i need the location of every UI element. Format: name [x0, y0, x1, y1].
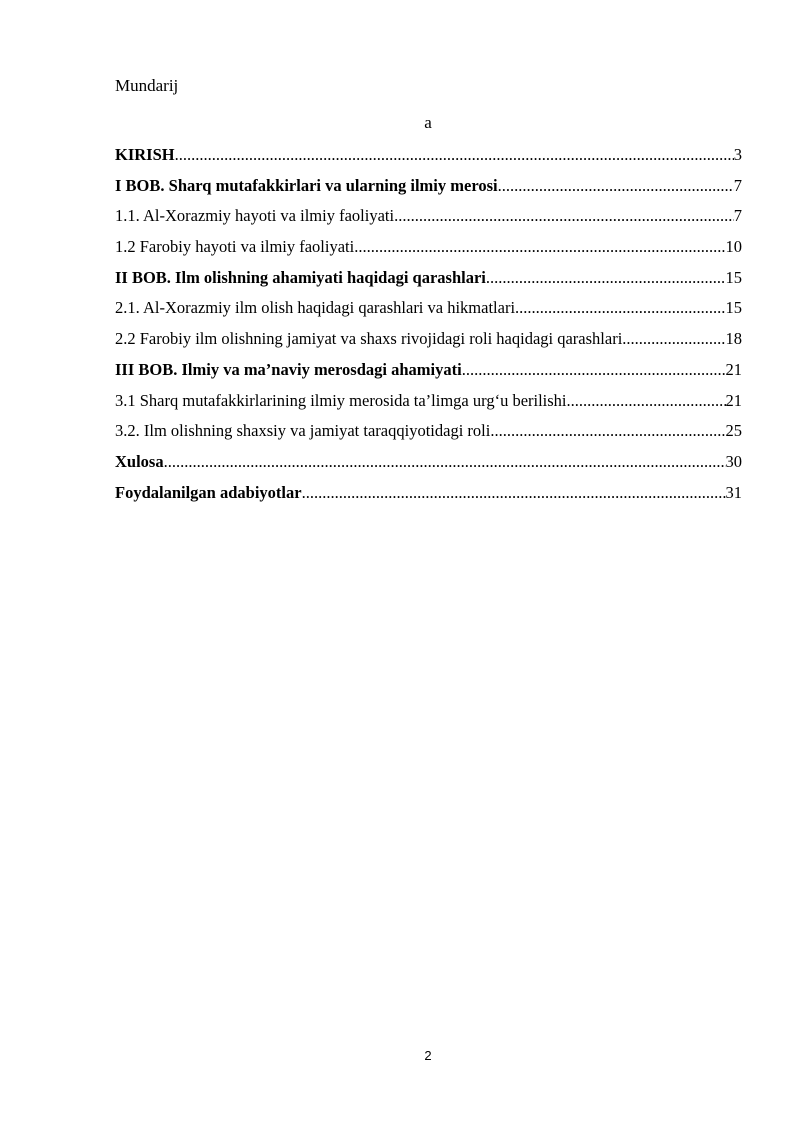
toc-entry-title: 2.2 Farobiy ilm olishning jamiyat va shaxs rivojidagi roli haqidagi qarashlari: [115, 329, 623, 349]
toc-dot-leader: [486, 266, 726, 290]
table-of-contents: [115, 143, 742, 511]
toc-entry-references[interactable]: [115, 481, 742, 512]
toc-dot-leader: [490, 419, 725, 443]
toc-entry-title: 3.1 Sharq mutafakkirlarining ilmiy merosida ta’limga urg‘u berilishi: [115, 390, 567, 410]
toc-entry-chapter-1[interactable]: [115, 174, 742, 205]
toc-entry-section-3-2[interactable]: [115, 419, 742, 450]
toc-entry-page: 21: [725, 390, 742, 410]
toc-dot-leader: [462, 358, 726, 382]
toc-entry-page: 18: [725, 329, 742, 349]
toc-entry-title: III BOB. Ilmiy va ma’naviy merosdagi ahamiyati: [115, 359, 462, 379]
page-number: 2: [424, 1048, 432, 1063]
toc-entry-section-3-1[interactable]: [115, 389, 742, 420]
toc-entry-page: 21: [725, 359, 742, 379]
toc-entry-section-2-1[interactable]: [115, 296, 742, 327]
toc-entry-page: 25: [725, 421, 742, 441]
toc-entry-page: 30: [725, 451, 742, 471]
toc-heading: Mundarij: [115, 76, 179, 95]
toc-dot-leader: [164, 450, 726, 474]
toc-dot-leader: [515, 296, 725, 320]
toc-entry-page: 15: [725, 298, 742, 318]
toc-dot-leader: [567, 389, 726, 413]
toc-entry-title: 1.1. Al-Xorazmiy hayoti va ilmiy faoliyati: [115, 206, 395, 226]
toc-entry-xulosa[interactable]: [115, 450, 742, 481]
toc-heading-continuation: a: [424, 113, 432, 132]
toc-dot-leader: [354, 235, 725, 259]
toc-dot-leader: [175, 143, 734, 167]
toc-entry-title: II BOB. Ilm olishning ahamiyati haqidagi qarashlari: [115, 267, 486, 287]
toc-dot-leader: [394, 204, 734, 228]
toc-entry-chapter-3[interactable]: [115, 358, 742, 389]
toc-entry-page: 10: [725, 237, 742, 257]
toc-entry-kirish[interactable]: [115, 143, 742, 174]
toc-dot-leader: [302, 481, 726, 505]
toc-entry-title: 3.2. Ilm olishning shaxsiy va jamiyat taraqqiyotidagi roli: [115, 421, 491, 441]
toc-entry-title: Xulosa: [115, 451, 164, 471]
toc-entry-page: 7: [733, 175, 742, 195]
toc-entry-section-1-1[interactable]: [115, 204, 742, 235]
toc-entry-page: 15: [725, 267, 742, 287]
toc-dot-leader: [498, 174, 734, 198]
toc-dot-leader: [622, 327, 725, 351]
toc-entry-page: 31: [725, 482, 742, 502]
toc-entry-title: I BOB. Sharq mutafakkirlari va ularning ilmiy merosi: [115, 175, 498, 195]
toc-entry-section-2-2[interactable]: [115, 327, 742, 358]
toc-entry-title: Foydalanilgan adabiyotlar: [115, 482, 302, 502]
toc-entry-chapter-2[interactable]: [115, 266, 742, 297]
toc-entry-title: 1.2 Farobiy hayoti va ilmiy faoliyati: [115, 237, 355, 257]
toc-entry-title: KIRISH: [115, 145, 175, 164]
toc-entry-page: 7: [733, 206, 742, 226]
toc-entry-title: 2.1. Al-Xorazmiy ilm olish haqidagi qarashlari va hikmatlari: [115, 298, 516, 318]
toc-entry-page: 3: [733, 145, 742, 164]
toc-entry-section-1-2[interactable]: [115, 235, 742, 266]
